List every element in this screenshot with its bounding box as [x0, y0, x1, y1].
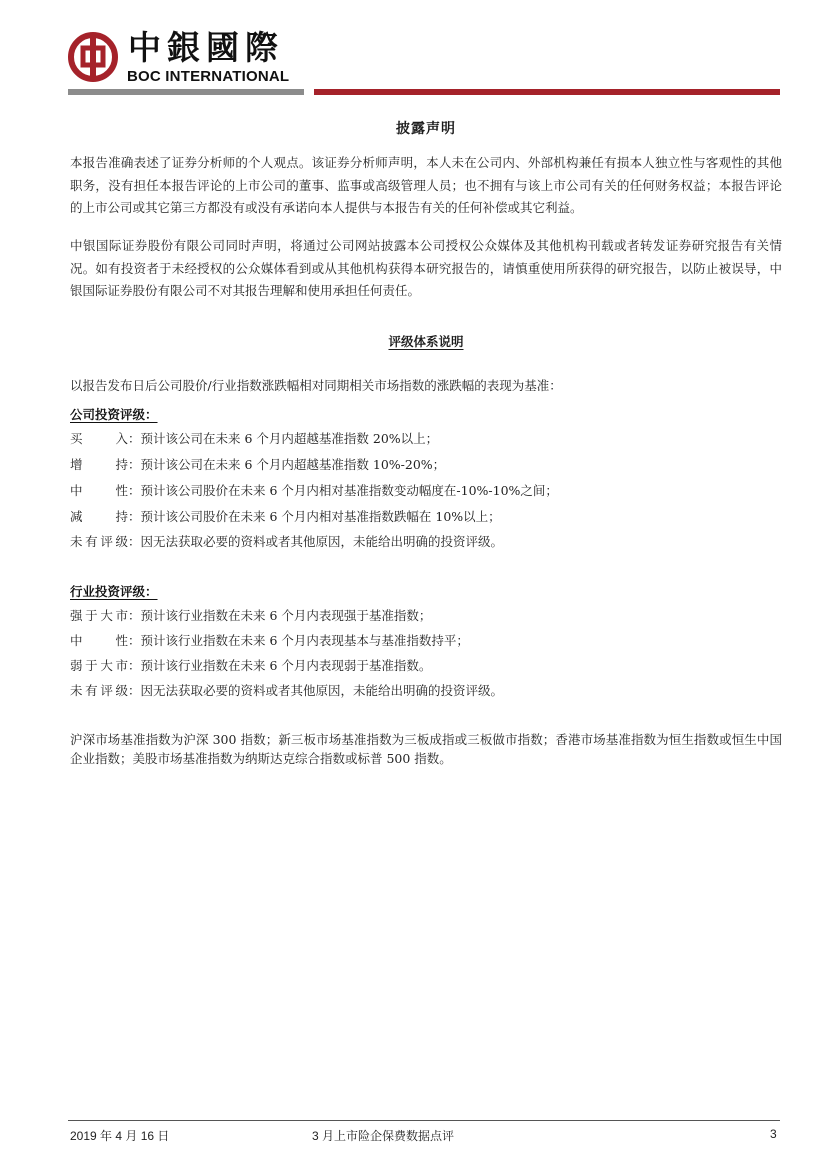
company-rating-label: 未有评级 [70, 534, 128, 549]
industry-rating-label: 未有评级 [70, 683, 128, 698]
company-rating-label: 买 入 [70, 431, 128, 446]
footer-page-number: 3 [770, 1127, 777, 1141]
disclosure-paragraph-2: 中银国际证券股份有限公司同时声明，将通过公司网站披露本公司授权公众媒体及其他机构刊载或者转发证券研究报告有关情况。如有投资者于未经授权的公众媒体看到或从其他机构获得本研究报告的，请慎重使用所获得的研究报告，以防止被误导，中银国际证券股份有限公司不对其报告理解和使用承担任何责任。 [70, 238, 782, 298]
company-rating-label: 减 持 [70, 509, 128, 524]
industry-rating-heading-text: 行业投资评级： [70, 584, 158, 599]
industry-rating-heading [70, 583, 158, 601]
industry-rating-text: 预计该行业指数在未来 6 个月内表现基本与基准指数持平； [140, 633, 469, 648]
company-rating-text: 预计该公司股价在未来 6 个月内相对基准指数变动幅度在-10%-10%之间； [140, 483, 558, 498]
industry-rating-label: 强于大市 [70, 608, 128, 623]
benchmark-note: 沪深市场基准指数为沪深 300 指数；新三板市场基准指数为三板成指或三板做市指数；香港市场基准指数为恒生指数或恒生中国企业指数；美股市场基准指数为纳斯达克综合指数或标普 500 指数。 [70, 732, 782, 766]
industry-rating-label: 弱于大市 [70, 658, 128, 673]
company-rating-label: 增 持 [70, 457, 128, 472]
rating-intro: 以报告发布日后公司股价/行业指数涨跌幅相对同期相关市场指数的涨跌幅的表现为基准： [70, 378, 562, 393]
company-rating-item: 中 性：预计该公司股价在未来 6 个月内相对基准指数变动幅度在-10%-10%之间； [70, 483, 558, 498]
disclosure-paragraph-1: 本报告准确表述了证券分析师的个人观点。该证券分析师声明，本人未在公司内、外部机构兼任有损本人独立性与客观性的其他职务，没有担任本报告评论的上市公司的董事、监事或高级管理人员；也不拥有与该上市公司有关的任何财务权益；本报告评论的上市公司或其它第三方都没有或没有承诺向本人提供与本报告有关的任何补偿或其它利益。 [70, 155, 782, 215]
company-rating-item: 减 持：预计该公司股价在未来 6 个月内相对基准指数跌幅在 10%以上； [70, 509, 501, 524]
boc-logo-icon [68, 32, 118, 82]
header-rule-gray [68, 89, 304, 95]
industry-rating-item: 强于大市：预计该行业指数在未来 6 个月内表现强于基准指数； [70, 608, 432, 623]
brand-name-en: BOC INTERNATIONAL [127, 68, 290, 85]
company-rating-text: 预计该公司股价在未来 6 个月内相对基准指数跌幅在 10%以上； [140, 509, 501, 524]
industry-rating-item: 弱于大市：预计该行业指数在未来 6 个月内表现弱于基准指数。 [70, 658, 432, 673]
rating-title: 评级体系说明 [388, 334, 464, 349]
disclosure-title: 披露声明 [396, 121, 456, 137]
footer-date: 2019 年 4 月 16 日 [70, 1129, 170, 1143]
industry-rating-text: 预计该行业指数在未来 6 个月内表现强于基准指数； [140, 608, 432, 623]
industry-rating-item: 未有评级：因无法获取必要的资料或者其他原因，未能给出明确的投资评级。 [70, 683, 504, 698]
company-rating-text: 预计该公司在未来 6 个月内超越基准指数 20%以上； [140, 431, 439, 446]
industry-rating-item: 中 性：预计该行业指数在未来 6 个月内表现基本与基准指数持平； [70, 633, 469, 648]
company-rating-item: 买 入：预计该公司在未来 6 个月内超越基准指数 20%以上； [70, 431, 439, 446]
industry-rating-text: 预计该行业指数在未来 6 个月内表现弱于基准指数。 [140, 658, 432, 673]
footer-rule [68, 1120, 780, 1121]
header-rule-red [314, 89, 780, 95]
company-rating-item: 增 持：预计该公司在未来 6 个月内超越基准指数 10%-20%； [70, 457, 446, 472]
company-rating-heading-text: 公司投资评级： [70, 407, 158, 422]
brand-name-cn: 中銀國際 [128, 28, 284, 67]
page-header [68, 30, 780, 100]
industry-rating-text: 因无法获取必要的资料或者其他原因，未能给出明确的投资评级。 [140, 683, 504, 698]
company-rating-text: 预计该公司在未来 6 个月内超越基准指数 10%-20%； [140, 457, 446, 472]
company-rating-text: 因无法获取必要的资料或者其他原因，未能给出明确的投资评级。 [140, 534, 504, 549]
footer-report-title: 3 月上市险企保费数据点评 [312, 1129, 455, 1143]
industry-rating-label: 中 性 [70, 633, 128, 648]
company-rating-label: 中 性 [70, 483, 128, 498]
company-rating-item: 未有评级：因无法获取必要的资料或者其他原因，未能给出明确的投资评级。 [70, 534, 504, 549]
company-rating-heading [70, 406, 158, 424]
